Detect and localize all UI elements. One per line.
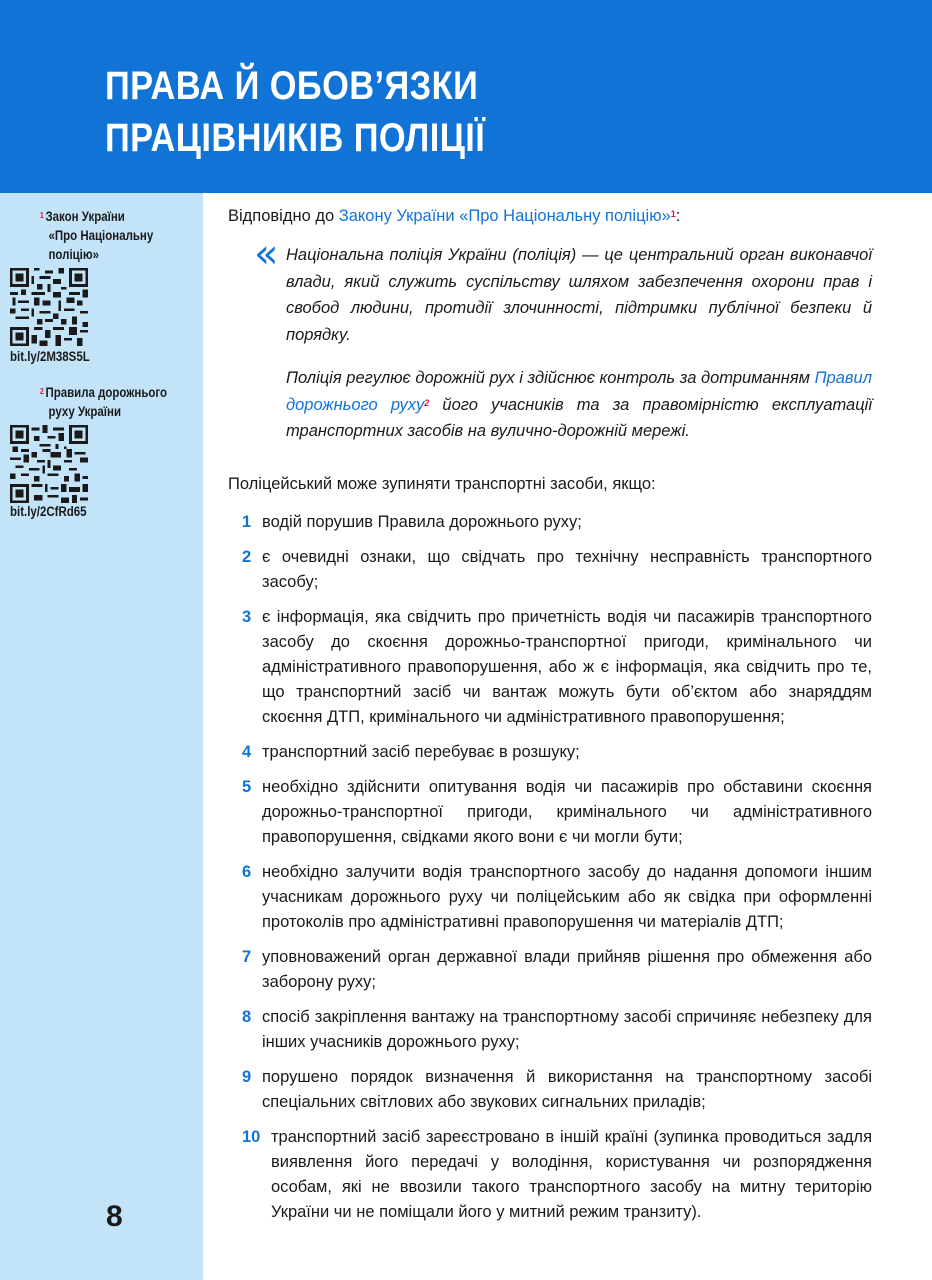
ref-2-label	[40, 383, 167, 421]
list-item	[228, 510, 872, 535]
list-item-number: 2	[242, 547, 252, 566]
list-item-text: транспортний засіб зареєстровано в іншій країні (зупинка проводиться задля виявлення його передачі у володіння, користування чи розпорядження особам, які не ввозили такого транспортного засобу на митну територію України чи не поміщали його у митний режим транзиту).	[271, 1127, 872, 1221]
quote-paragraph-1: Національна поліція України (поліція) — це центральний орган виконавчої влади, який служить суспільству шляхом забезпечення охорони прав і свобод людини, протидії злочинності, підтримки публічної безпеки й порядку.	[286, 246, 872, 344]
qr-code-icon[interactable]	[10, 425, 88, 503]
list-item-number: 9	[242, 1067, 252, 1086]
law-link[interactable]: Закону України «Про Національну поліцію»	[338, 207, 671, 225]
ref-2-label-line-1: Правила дорожнього	[45, 385, 168, 400]
list-item-text: порушено порядок визначення й використання на транспортному засобі спеціальних світлових або звукових сигнальних приладів;	[262, 1067, 872, 1111]
main-content	[228, 204, 872, 1235]
stop-reasons-list	[228, 510, 872, 1225]
law-quote	[228, 231, 872, 445]
list-item	[228, 1065, 872, 1115]
list-item	[228, 1125, 872, 1225]
ref-1-url-link[interactable]: bit.ly/2M38S5L	[10, 349, 90, 364]
page-number: 8	[106, 1200, 123, 1233]
qr-code-2-graphic	[10, 425, 88, 503]
intro-prefix: Відповідно до	[228, 207, 339, 225]
list-item-number: 6	[242, 862, 252, 881]
ref-1-label	[40, 207, 153, 264]
list-item	[228, 860, 872, 935]
list-item-number: 3	[242, 607, 252, 626]
footnote-2-marker: 2	[424, 397, 430, 408]
ref-1-number: 1	[40, 211, 44, 220]
page-title-line-2: ПРАЦІВНИКІВ ПОЛІЦІЇ	[105, 116, 486, 160]
list-item-number: 8	[242, 1007, 252, 1026]
quote-p2-suffix: його учасників та за правомірністю експлуатації транспортних засобів на вулично-дорожній мережі.	[286, 395, 872, 440]
list-lead: Поліцейський може зупиняти транспортні засоби, якщо:	[228, 474, 656, 493]
list-item-number: 10	[242, 1127, 261, 1146]
footnote-1-marker: 1	[670, 209, 676, 219]
page-title	[105, 60, 485, 164]
ref-2-url-link[interactable]: bit.ly/2CfRd65	[10, 504, 87, 519]
list-item	[228, 775, 872, 850]
list-item-text: транспортний засіб перебуває в розшуку;	[262, 742, 580, 761]
quote-p2-prefix: Поліція регулює дорожній рух і здійснює контроль за дотриманням	[286, 369, 815, 387]
list-item	[228, 1005, 872, 1055]
list-item-text: водій порушив Правила дорожнього руху;	[262, 512, 582, 531]
ref-1-label-line-1: Закон України	[45, 209, 125, 224]
sidebar-ref-2	[40, 383, 189, 421]
ref-1-label-line-3: поліцію»	[48, 247, 100, 262]
qr-code-1-graphic	[10, 268, 88, 346]
list-item-text: є очевидні ознаки, що свідчать про технічну несправність транспортного засобу;	[262, 547, 872, 591]
list-item-number: 1	[242, 512, 252, 531]
intro-suffix: :	[675, 207, 681, 225]
list-item	[228, 545, 872, 595]
list-item	[228, 945, 872, 995]
quote-mark-icon: «	[254, 231, 279, 277]
ref-2-number: 2	[40, 387, 44, 396]
list-item	[228, 605, 872, 730]
list-item-text: є інформація, яка свідчить про причетність водія чи пасажирів транспортного засобу до скоєння дорожньо-транспортної пригоди, кримінального чи адміністративного правопорушення, або ж є інформація, яка свідчить про те, що транспортний засіб чи вантаж можуть бути об’єктом або знаряддям скоєння ДТП, кримінального чи адміністративного правопорушення;	[262, 607, 872, 726]
sidebar-ref-1	[40, 207, 173, 264]
header-banner	[0, 0, 932, 193]
qr-code-icon[interactable]	[10, 268, 88, 346]
traffic-rules-link[interactable]: Правил дорожнього руху	[286, 369, 872, 414]
page-title-line-1: ПРАВА Й ОБОВ’ЯЗКИ	[105, 64, 479, 108]
ref-1-label-line-2: «Про Національну	[48, 228, 154, 243]
sidebar	[0, 193, 203, 1280]
list-item-number: 5	[242, 777, 252, 796]
list-item-text: уповноважений орган державної влади прийняв рішення про обмеження або заборону руху;	[262, 947, 872, 991]
intro-paragraph	[228, 204, 872, 228]
ref-2-label-line-2: руху України	[48, 404, 122, 419]
list-item-text: необхідно здійснити опитування водія чи пасажирів про обставини скоєння дорожньо-транспортної пригоди, кримінального чи адміністративного правопорушення, свідками якого вони є чи могли бути;	[262, 777, 872, 846]
list-item-text: необхідно залучити водія транспортного засобу до надання допомоги іншим учасникам дорожнього руху чи поліцейським або як свідка при оформленні протоколів про адміністративні правопорушення чи матеріалів ДТП;	[262, 862, 872, 931]
quote-paragraph-2	[286, 365, 872, 445]
list-item-number: 7	[242, 947, 252, 966]
list-item	[228, 740, 872, 765]
list-item-number: 4	[242, 742, 252, 761]
list-item-text: спосіб закріплення вантажу на транспортному засобі спричиняє небезпеку для інших учасників дорожнього руху;	[262, 1007, 872, 1051]
